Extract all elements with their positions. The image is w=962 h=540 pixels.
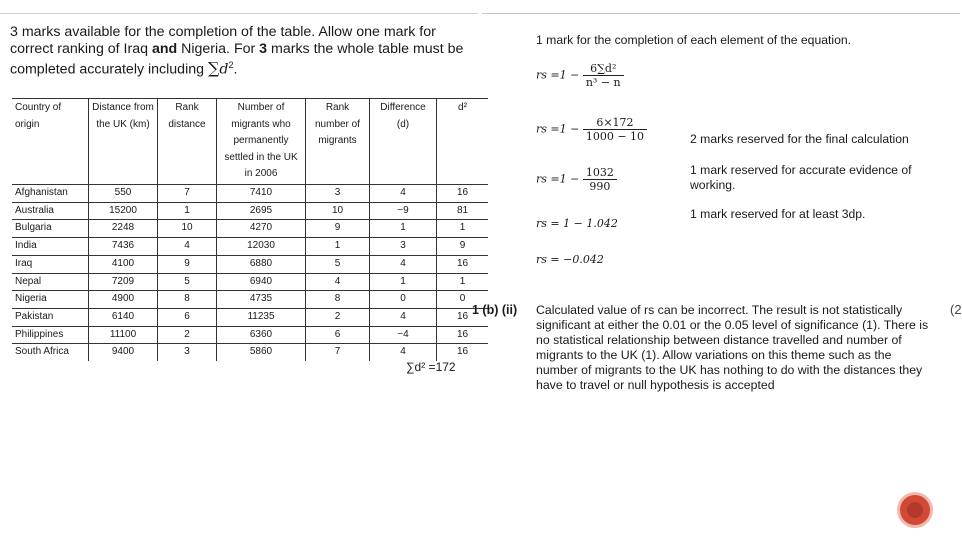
eq1-fraction xyxy=(583,62,624,89)
mark-3dp: 1 mark reserved for at least 3dp. xyxy=(690,207,866,221)
mark-each-element: 1 mark for the completion of each element of the equation. xyxy=(536,33,852,47)
table-cell: 1 xyxy=(437,220,489,238)
equation-1 xyxy=(536,62,624,89)
table-cell: 4 xyxy=(370,185,437,203)
sum-d-squared: ∑d² =172 xyxy=(406,360,456,374)
ranking-table xyxy=(12,98,488,361)
table-cell: 12030 xyxy=(217,238,306,256)
top-divider-left xyxy=(0,13,478,14)
equation-5: rs = −0.042 xyxy=(536,253,604,266)
equation-2 xyxy=(536,116,647,143)
table-cell: 10 xyxy=(306,202,370,220)
top-divider-right xyxy=(482,13,960,14)
table-cell: 10 xyxy=(158,220,217,238)
table-cell: 16 xyxy=(437,255,489,273)
question-label: 1 (b) (ii) xyxy=(472,303,518,317)
edge-mark: (2 xyxy=(950,302,962,317)
table-cell: 11235 xyxy=(217,308,306,326)
eq3-den: 990 xyxy=(589,180,611,193)
table-cell: 6140 xyxy=(89,308,158,326)
table-cell: 4 xyxy=(370,344,437,361)
marking-intro xyxy=(10,24,465,78)
eq1-lhs: rs =1 − xyxy=(536,68,580,82)
table-cell: Pakistan xyxy=(12,308,89,326)
table-row xyxy=(12,238,488,256)
sum-d: d xyxy=(219,61,229,78)
table-cell: Australia xyxy=(12,202,89,220)
table-cell: 16 xyxy=(437,185,489,203)
table-cell: 5860 xyxy=(217,344,306,361)
col-header: d² xyxy=(437,99,489,185)
table-row xyxy=(12,202,488,220)
eq3-lhs: rs =1 − xyxy=(536,172,580,186)
table-cell: 1 xyxy=(370,273,437,291)
table-cell: 0 xyxy=(370,291,437,309)
table-row xyxy=(12,326,488,344)
table-cell: 4 xyxy=(370,308,437,326)
table-cell: 81 xyxy=(437,202,489,220)
table-row xyxy=(12,185,488,203)
intro-text-3: marks the whole table must be completed accurately including xyxy=(10,40,464,78)
eq2-lhs: rs =1 − xyxy=(536,122,580,136)
table-cell: 4 xyxy=(306,273,370,291)
table-cell: 6 xyxy=(158,308,217,326)
table-cell: 7 xyxy=(158,185,217,203)
table-cell: Bulgaria xyxy=(12,220,89,238)
table-cell: −9 xyxy=(370,202,437,220)
table-row xyxy=(12,255,488,273)
table-cell: 9 xyxy=(306,220,370,238)
table-header-row xyxy=(12,99,488,185)
mark-final: 2 marks reserved for the final calculation xyxy=(690,132,909,146)
table-cell: 16 xyxy=(437,308,489,326)
table-cell: Afghanistan xyxy=(12,185,89,203)
intro-text-2: Nigeria. For xyxy=(177,40,260,57)
table-cell: India xyxy=(12,238,89,256)
table-cell: 7209 xyxy=(89,273,158,291)
table-cell: 1 xyxy=(158,202,217,220)
table-row xyxy=(12,291,488,309)
table-cell: 15200 xyxy=(89,202,158,220)
table-cell: 3 xyxy=(158,344,217,361)
table-cell: 3 xyxy=(306,185,370,203)
table-row xyxy=(12,344,488,361)
col-header: Country of origin xyxy=(12,99,89,185)
table-cell: 2248 xyxy=(89,220,158,238)
table-cell: 7436 xyxy=(89,238,158,256)
sum-symbol: ∑ xyxy=(207,58,220,78)
table-cell: 7410 xyxy=(217,185,306,203)
table-cell: Nepal xyxy=(12,273,89,291)
equation-4: rs = 1 − 1.042 xyxy=(536,217,618,230)
table-cell: 4 xyxy=(158,238,217,256)
table-row xyxy=(12,273,488,291)
eq3-fraction xyxy=(583,166,617,193)
intro-and: and xyxy=(151,40,178,57)
intro-text-1: 3 marks available for the completion of the table. Allow one mark for correct ranking of Iraq xyxy=(10,24,436,57)
eq1-num: 6∑d² xyxy=(583,62,624,76)
table-cell: 2 xyxy=(158,326,217,344)
table-cell: 7 xyxy=(306,344,370,361)
table-cell: 6360 xyxy=(217,326,306,344)
table-cell: 3 xyxy=(370,238,437,256)
table-cell: 4900 xyxy=(89,291,158,309)
answer-paragraph: Calculated value of rs can be incorrect. The result is not statistically significant at either the 0.01 or the 0.05 level of significance (1). There is no statistical relationship between distance travelled and number of migrants to the UK (1). Allow variations on this theme such as the number of migrants to the UK has nothing to do with the distances they have to travel or null hypothesis is accepted xyxy=(536,303,929,392)
table-cell: 4735 xyxy=(217,291,306,309)
table-cell: 2695 xyxy=(217,202,306,220)
eq1-den: n³ − n xyxy=(585,76,621,89)
col-header: Number of migrants who permanently settled in the UK in 2006 xyxy=(217,99,306,185)
table-cell: 8 xyxy=(306,291,370,309)
table-cell: 1 xyxy=(306,238,370,256)
sum-sup: 2 xyxy=(228,60,234,70)
table-cell: 5 xyxy=(158,273,217,291)
table-cell: 6940 xyxy=(217,273,306,291)
table-cell: −4 xyxy=(370,326,437,344)
logo-icon xyxy=(897,492,933,528)
table-cell: 1 xyxy=(437,273,489,291)
table-cell: 4 xyxy=(370,255,437,273)
table-cell: 5 xyxy=(306,255,370,273)
col-header: Rank number of migrants xyxy=(306,99,370,185)
eq2-fraction xyxy=(583,116,647,143)
table-cell: 8 xyxy=(158,291,217,309)
table-row xyxy=(12,220,488,238)
table-cell: 9 xyxy=(158,255,217,273)
table-cell: South Africa xyxy=(12,344,89,361)
table-cell: 6880 xyxy=(217,255,306,273)
col-header: Difference (d) xyxy=(370,99,437,185)
table-cell: 0 xyxy=(437,291,489,309)
table-row xyxy=(12,308,488,326)
intro-three: 3 xyxy=(259,40,268,57)
table-cell: 1 xyxy=(370,220,437,238)
table-cell: 16 xyxy=(437,344,489,361)
table-cell: 4270 xyxy=(217,220,306,238)
table-cell: 550 xyxy=(89,185,158,203)
table-cell: 9 xyxy=(437,238,489,256)
equation-3 xyxy=(536,166,617,193)
table-cell: 2 xyxy=(306,308,370,326)
table-cell: 6 xyxy=(306,326,370,344)
table-cell: Philippines xyxy=(12,326,89,344)
table-cell: Iraq xyxy=(12,255,89,273)
table-cell: 4100 xyxy=(89,255,158,273)
table-cell: 9400 xyxy=(89,344,158,361)
col-header: Distance from the UK (km) xyxy=(89,99,158,185)
mark-evidence: 1 mark reserved for accurate evidence of working. xyxy=(690,163,912,192)
table-cell: Nigeria xyxy=(12,291,89,309)
eq3-num: 1032 xyxy=(583,166,617,180)
col-header: Rank distance xyxy=(158,99,217,185)
intro-period: . xyxy=(233,61,238,78)
eq2-den: 1000 − 10 xyxy=(585,130,645,143)
table-cell: 11100 xyxy=(89,326,158,344)
eq2-num: 6×172 xyxy=(583,116,647,130)
table-cell: 16 xyxy=(437,326,489,344)
